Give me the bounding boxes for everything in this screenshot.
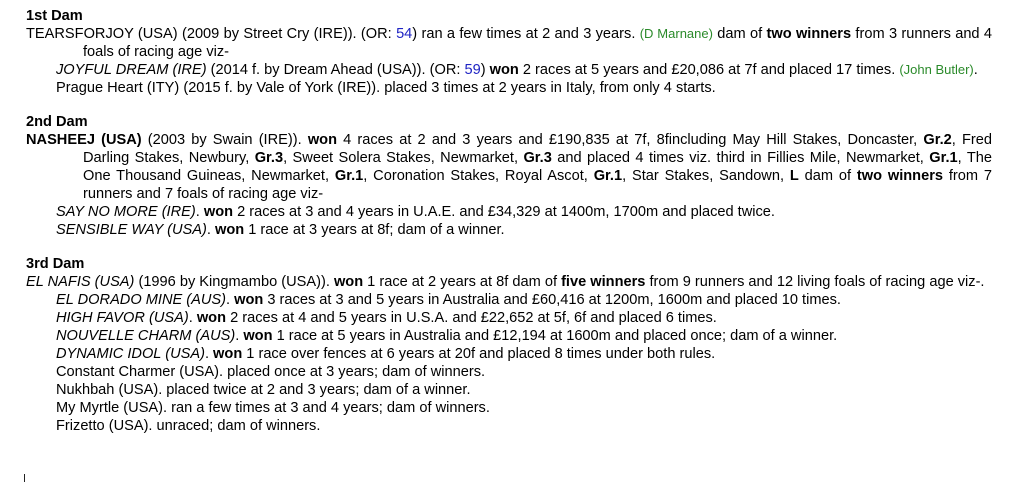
offspring-entry: Prague Heart (ITY) (2015 f. by Vale of York (IRE)). placed 3 times at 2 years in Italy, from only 4 starts.	[56, 80, 716, 96]
offspring-text: 2 races at 5 years and £20,086 at 7f and placed 17 times.	[518, 62, 900, 78]
offspring-text: .	[235, 328, 244, 344]
dam-text: (2003 by Swain (IRE)).	[141, 132, 308, 148]
dam-text: dam of	[712, 26, 767, 42]
dam-text: , Coronation Stakes, Royal Ascot,	[363, 168, 594, 184]
offspring-entry: My Myrtle (USA). ran a few times at 3 and 4 years; dam of winners.	[56, 400, 490, 416]
offspring-text: .	[204, 346, 214, 362]
grade-label: Gr.2	[923, 132, 952, 148]
dam-name: NASHEEJ (USA)	[26, 132, 142, 148]
third-dam-section	[26, 255, 992, 435]
dam-name: TEARSFORJOY (USA)	[26, 26, 178, 42]
winners-count: five winners	[561, 274, 646, 290]
dam-entry	[26, 25, 992, 61]
grade-label: Gr.3	[254, 150, 284, 166]
won-label: won	[203, 204, 234, 220]
trainer-name: (John Butler)	[899, 62, 974, 77]
offspring-entry	[26, 221, 992, 239]
horse-name: SAY NO MORE (IRE)	[56, 204, 196, 220]
offspring-entry: Constant Charmer (USA). placed once at 3 years; dam of winners.	[56, 364, 486, 380]
won-label: won	[333, 274, 364, 290]
grade-label: Gr.1	[593, 168, 623, 184]
dam-entry	[26, 131, 992, 203]
offspring-text: 1 race over fences at 6 years at 20f and placed 8 times under both rules.	[242, 346, 716, 362]
dam-text: 1 race at 2 years at 8f dam of	[363, 274, 562, 290]
offspring-text: 1 race at 3 years at 8f; dam of a winner.	[244, 222, 505, 238]
dam-text: from 9 runners and 12 living foals of racing age viz-.	[645, 274, 985, 290]
section-heading: 1st Dam	[26, 8, 83, 24]
horse-name: HIGH FAVOR (USA)	[56, 310, 189, 326]
winners-count: two winners	[856, 168, 944, 184]
section-heading: 2nd Dam	[26, 114, 88, 130]
official-rating-link[interactable]: 59	[464, 62, 481, 78]
winners-count: two winners	[766, 26, 852, 42]
dam-text: from 7 runners and 7 foals of racing age viz-	[83, 168, 993, 202]
offspring-entry	[26, 309, 992, 327]
first-dam-section	[26, 7, 992, 97]
horse-name: DYNAMIC IDOL (USA)	[56, 346, 205, 362]
offspring-entry	[26, 345, 992, 363]
offspring-text: .	[206, 222, 215, 238]
dam-text: dam of	[798, 168, 857, 184]
dam-text: , Star Stakes, Sandown,	[622, 168, 790, 184]
offspring-text: 1 race at 5 years in Australia and £12,194 at 1600m and placed once; dam of a winner.	[272, 328, 838, 344]
offspring-text: .	[188, 310, 197, 326]
offspring-entry	[26, 203, 992, 221]
horse-name: EL DORADO MINE (AUS)	[56, 292, 227, 308]
offspring-text: .	[973, 62, 978, 78]
dam-text: from 3 runners and 4 foals of racing age viz-	[83, 26, 992, 60]
offspring-text: 2 races at 4 and 5 years in U.S.A. and £22,652 at 5f, 6f and placed 6 times.	[226, 310, 717, 326]
dam-text: ) ran a few times at 2 and 3 years.	[412, 26, 640, 42]
offspring-text: (2014 f. by Dream Ahead (USA)). (OR:	[206, 62, 465, 78]
won-label: won	[213, 346, 243, 362]
trainer-name: (D Marnane)	[639, 26, 713, 41]
won-label: won	[214, 222, 245, 238]
offspring-text: .	[195, 204, 204, 220]
dam-text: , Fred Darling Stakes, Newbury,	[83, 132, 992, 166]
grade-label: Gr.3	[523, 150, 552, 166]
page-corner-mark	[24, 474, 25, 482]
dam-entry	[26, 273, 992, 291]
won-label: won	[243, 328, 273, 344]
horse-name: SENSIBLE WAY (USA)	[56, 222, 207, 238]
offspring-entry	[26, 61, 992, 79]
dam-text: , The One Thousand Guineas, Newmarket,	[83, 150, 993, 184]
horse-name: JOYFUL DREAM (IRE)	[56, 62, 207, 78]
grade-label: L	[789, 168, 799, 184]
official-rating-link[interactable]: 54	[396, 26, 413, 42]
grade-label: Gr.1	[334, 168, 364, 184]
offspring-entry	[26, 327, 992, 345]
dam-text: (2009 by Street Cry (IRE)). (OR:	[177, 26, 397, 42]
won-label: won	[307, 132, 337, 148]
dam-text: (1996 by Kingmambo (USA)).	[134, 274, 334, 290]
second-dam-section	[26, 113, 992, 239]
offspring-entry: Frizetto (USA). unraced; dam of winners.	[56, 418, 321, 434]
offspring-entry: Nukhbah (USA). placed twice at 2 and 3 years; dam of a winner.	[56, 382, 471, 398]
pedigree-document	[26, 7, 992, 451]
dam-name: EL NAFIS (USA)	[26, 274, 135, 290]
offspring-text: 3 races at 3 and 5 years in Australia and £60,416 at 1200m, 1600m and placed 10 times.	[263, 292, 841, 308]
won-label: won	[196, 310, 227, 326]
section-heading: 3rd Dam	[26, 256, 85, 272]
offspring-text: 2 races at 3 and 4 years in U.A.E. and £34,329 at 1400m, 1700m and placed twice.	[233, 204, 775, 220]
grade-label: Gr.1	[929, 150, 958, 166]
offspring-entry	[26, 291, 992, 309]
horse-name: NOUVELLE CHARM (AUS)	[56, 328, 236, 344]
offspring-text: .	[226, 292, 235, 308]
offspring-text: )	[480, 62, 490, 78]
dam-text: and placed 4 times viz. third in Fillies Mile, Newmarket,	[551, 150, 930, 166]
won-label: won	[234, 292, 264, 308]
dam-text: 4 races at 2 and 3 years and £190,835 at 7f, 8fincluding May Hill Stakes, Doncaster,	[337, 132, 924, 148]
dam-text: , Sweet Solera Stakes, Newmarket,	[283, 150, 524, 166]
won-label: won	[489, 62, 519, 78]
